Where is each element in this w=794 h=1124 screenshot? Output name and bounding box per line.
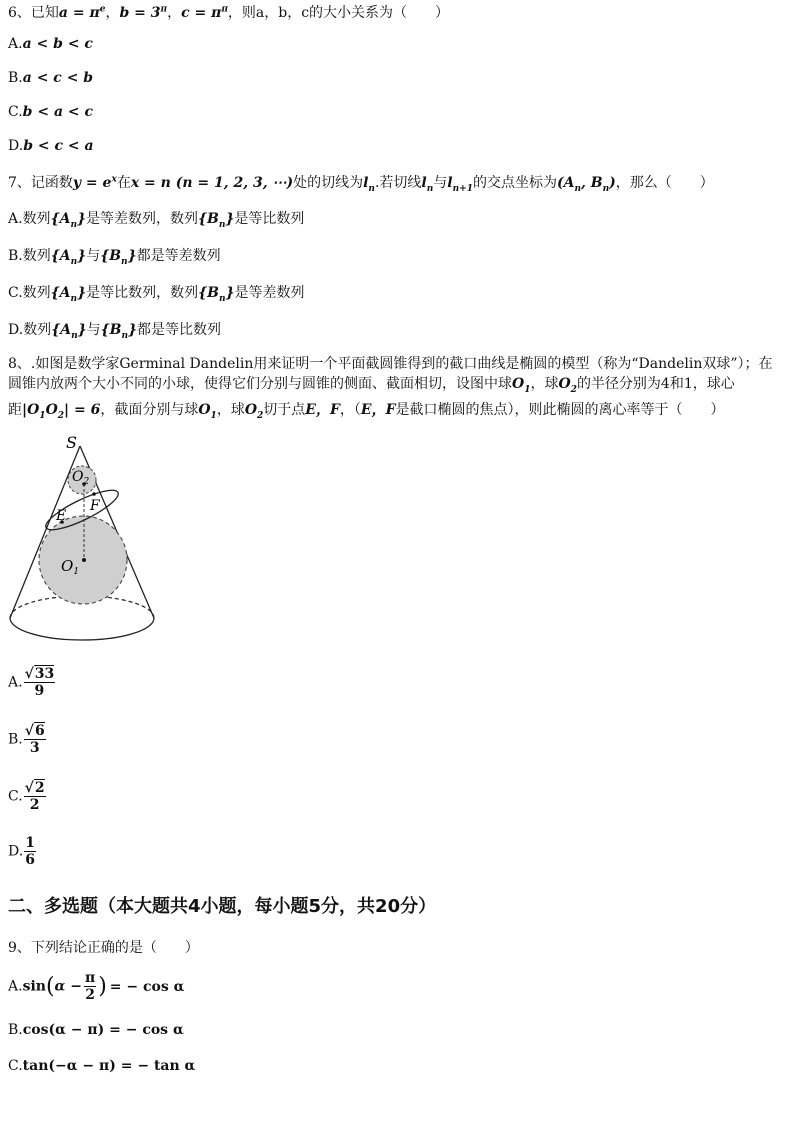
q9-option-a: A.sin(α − $\frac{\pi}{2}$ ) = − cos α	[8, 970, 185, 1003]
label-s: S	[66, 433, 77, 452]
dandelin-figure	[6, 430, 166, 646]
q7-option-d: D.数列$\{A_n\}$与$\{B_n\}$都是等比数列	[8, 322, 222, 341]
q8-option-b: B. $\frac{√6}{3}$	[8, 723, 45, 756]
q6-stem-prefix: 6、已知	[8, 5, 59, 21]
q8-option-d: D. $\frac{1}{6}$	[8, 835, 35, 868]
q6-eq-a: $a = \pi^e$	[58, 4, 106, 21]
label-e: E	[56, 508, 67, 524]
cone-base-front	[10, 618, 154, 640]
label-o1: $O_1$	[61, 557, 80, 577]
q6-option-c: C.b < a < c	[8, 104, 94, 120]
section-heading: 二、多选题（本大题共4小题，每小题5分，共20分）	[8, 896, 437, 917]
point-o1	[82, 558, 86, 562]
q9-option-c: C.tan(−α − π) = − tan α	[8, 1058, 196, 1074]
q6-option-a: A.a < b < c	[8, 36, 93, 52]
q6-stem-suffix: ，则a，b，c的大小关系为（ ）	[227, 5, 450, 21]
q7-option-b: B.数列$\{A_n\}$与$\{B_n\}$都是等差数列	[8, 248, 221, 267]
q7-option-c: C.数列$\{A_n\}$是等比数列，数列$\{B_n\}$是等差数列	[8, 285, 305, 304]
q8-option-a: A. $\frac{√33}{9}$	[8, 666, 55, 699]
label-f: F	[90, 498, 100, 514]
q8-option-c: C. $\frac{√2}{2}$	[8, 780, 45, 813]
label-o2: $O_2$	[72, 469, 90, 487]
q6-eq-b: $b = 3^\pi$	[119, 4, 168, 21]
q8-stem: 8、.如图是数学家Germinal Dandelin用来证明一个平面截圆锥得到的截口曲线是椭圆的模型（称为“Dandelin双球”）；在圆锥内放两个大小不同的小球，使得它们分别与圆锥的侧面、截面相切，设图中球$O_1$，球$O_2$的半径分别为4和1，球心距$|O_1O_2| = 6$，截面分别与球$O_1$，球$O_2$切于点E，F，（E，F是截口椭圆的焦点），则此椭圆的离心率等于（ ）	[8, 356, 773, 421]
q6-option-d: D.b < c < a	[8, 138, 94, 154]
point-f	[92, 492, 96, 496]
q9-stem: 9、下列结论正确的是（ ）	[8, 940, 199, 956]
q6-stem: 6、已知$a = \pi^e$，$b = 3^\pi$，$c = \pi^\pi$，则a，b，c的大小关系为（ ）	[8, 4, 450, 21]
q7-option-a: A.数列$\{A_n\}$是等差数列，数列$\{B_n\}$是等比数列	[8, 211, 305, 230]
q9-option-b: B.cos(α − π) = − cos α	[8, 1022, 184, 1038]
q6-option-b: B.a < c < b	[8, 70, 94, 86]
q6-eq-c: $c = \pi^\pi$	[181, 4, 228, 21]
q7-stem: 7、记函数$y = e^x$在x = n (n = 1, 2, 3, ⋯)处的切线为$l_n$.若切线$l_n$与$l_{n+1}$的交点坐标为($A_n$, $B_n$)，那么（ ）	[8, 174, 714, 194]
